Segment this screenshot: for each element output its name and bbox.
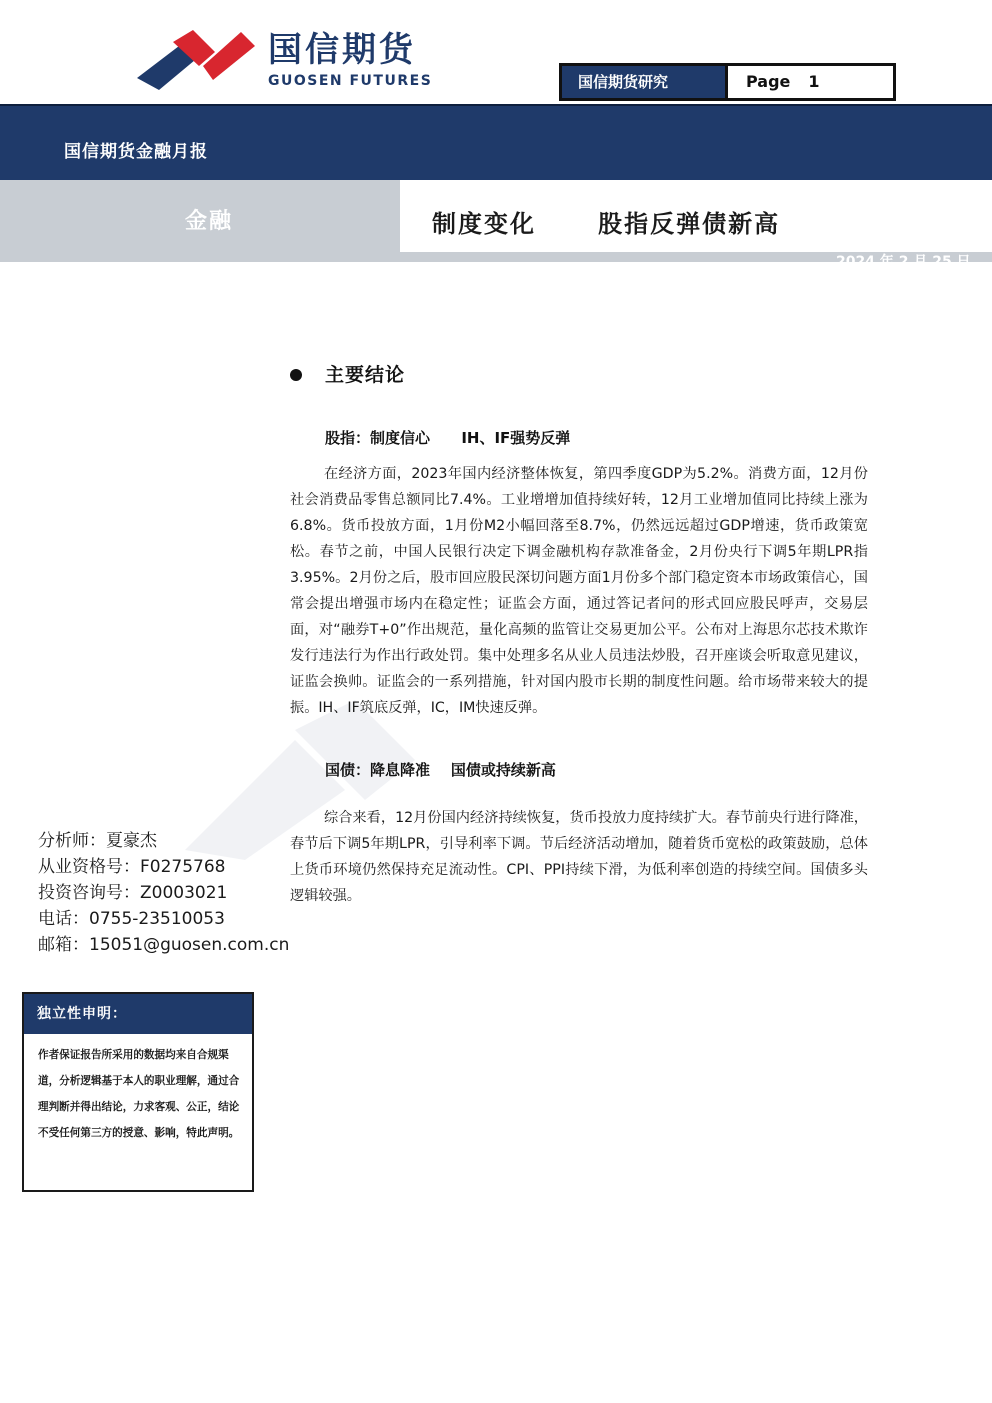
independence-disclaimer: [22, 992, 254, 1192]
analyst-phone: 电话：0755-23510053: [38, 909, 225, 929]
analyst-email: 邮箱：15051@guosen.com.cn: [38, 935, 290, 955]
disclaimer-title: 独立性申明：: [24, 994, 252, 1034]
page-number: 1: [808, 72, 820, 91]
research-label: 国信期货研究: [562, 66, 728, 98]
stock-index-heading: 股指：制度信心 IH、IF强势反弹: [325, 429, 571, 447]
brand-name-cn: 国信期货: [268, 30, 416, 70]
analyst-qualification: 从业资格号：F0275768: [38, 857, 226, 877]
analyst-consult-id: 投资咨询号：Z0003021: [38, 883, 228, 903]
section-title: 主要结论: [325, 364, 406, 386]
page-indicator: [728, 66, 893, 98]
brand-name-en: GUOSEN FUTURES: [268, 73, 433, 89]
sector-label: 金融: [185, 209, 234, 234]
treasury-bond-heading: 国债：降息降准 国债或持续新高: [325, 761, 556, 779]
analyst-name: 分析师：夏豪杰: [38, 831, 157, 851]
analyst-info: [38, 828, 289, 958]
section-bullet: [290, 369, 302, 381]
report-date: 2024 年 2 月 25 日: [836, 254, 971, 270]
report-headline: 制度变化 股指反弹债新高: [432, 210, 781, 238]
stock-index-paragraph: 在经济方面，2023年国内经济整体恢复，第四季度GDP为5.2%。消费方面，12月份社会消费品零售总额同比7.4%。工业增增加值持续好转，12月工业增加值同比持续上涨为6.8%。货币投放方面，1月份M2小幅回落至8.7%，仍然远远超过GDP增速，货币政策宽松。春节之前，中国人民银行决定下调金融机构存款准备金，2月份央行下调5年期LPR指3.95%。2月份之后，股市回应股民深切问题方面1月份多个部门稳定资本市场政策信心，国常会提出增强市场内在稳定性；证监会方面，通过答记者问的形式回应股民呼声，交易层面，对“融券T+0”作出规范，量化高频的监管让交易更加公平。公布对上海思尔芯技术欺诈发行违法行为作出行政处罚。集中处理多名从业人员违法炒股，召开座谈会听取意见建议，证监会换帅。证监会的一系列措施，针对国内股市长期的制度性问题。给市场带来较大的提振。IH、IF筑底反弹，IC，IM快速反弹。: [290, 466, 868, 716]
page-label: Page: [746, 72, 791, 91]
treasury-bond-paragraph: 综合来看，12月份国内经济持续恢复，货币投放力度持续扩大。春节前央行进行降准，春节后下调5年期LPR，引导利率下调。节后经济活动增加，随着货币宽松的政策鼓励，总体上货币环境仍然保持充足流动性。CPI、PPI持续下滑，为低利率创造的持续空间。国债多头逻辑较强。: [290, 810, 868, 904]
guosen-logo-icon: [133, 26, 257, 96]
header-tag: [559, 63, 896, 101]
report-series-title: 国信期货金融月报: [64, 142, 208, 162]
disclaimer-body: 作者保证报告所采用的数据均来自合规渠道，分析逻辑基于本人的职业理解，通过合理判断并得出结论，力求客观、公正，结论不受任何第三方的授意、影响，特此声明。: [38, 1049, 240, 1139]
